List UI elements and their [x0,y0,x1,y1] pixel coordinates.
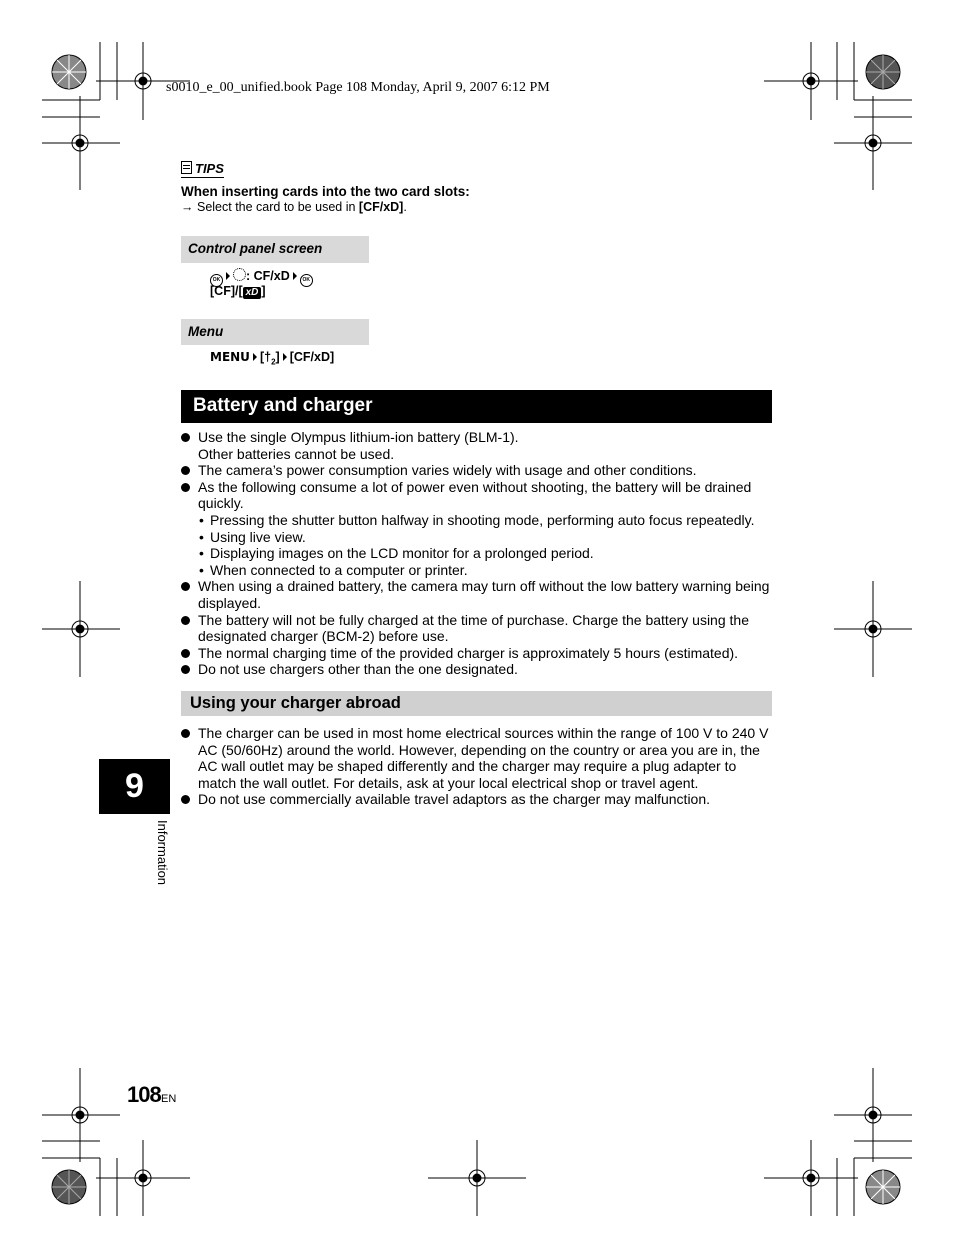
registration-mark-icon [42,1068,120,1162]
arrow-right-icon [226,272,230,280]
sub-list-item: • When connected to a computer or printer. [199,561,468,578]
registration-mark-icon [42,96,120,190]
battery-list [181,429,776,678]
bullet-icon [181,729,190,738]
control-panel-options: [CF]/[ xD ] [210,284,266,298]
bullet-icon [181,649,190,658]
menu-label: Menu [181,319,369,345]
menu-steps: MENU $[\dagger_2]$ [CF/xD] [210,350,335,367]
arrow-right-icon [293,272,297,280]
chapter-label: Information [155,820,170,886]
dial-icon [233,268,246,281]
bullet-icon [181,466,190,475]
ok-button-icon: OK [300,274,313,287]
bullet-icon [181,616,190,625]
control-panel-label: Control panel screen [181,236,369,263]
list-item: The charger can be used in most home electrical sources within the range of 100 V to 240 V AC (50/60Hz) around the world. However, depending on the country or area you are in, the AC wall outlet may be shaped differently and the charger may require a plug adapter to match the wall outlet. For details, ask at your local electrical shop or travel agent. [181,725,776,791]
arrow-right-icon [283,353,287,361]
arrow-icon: → [181,200,194,214]
note-icon [181,161,192,174]
abroad-list [181,725,776,808]
sub-list-item: • Displaying images on the LCD monitor for a prolonged period. [199,545,594,562]
bullet-icon [181,582,190,591]
tips-text: → Select the card to be used in [CF/xD]. [181,200,407,214]
registration-mark-icon [42,581,120,677]
list-item: Use the single Olympus lithium-ion battery (BLM-1). Other batteries cannot be used. [181,429,776,462]
control-panel-steps: OK : CF/xD OK [210,268,313,287]
bullet-icon [181,795,190,804]
page-number: 108 [127,1082,161,1107]
bullet-icon [181,483,190,492]
registration-mark-icon [96,1140,190,1216]
list-item: Do not use chargers other than the one designated. [181,661,776,678]
ok-button-icon: OK [210,274,223,287]
list-item: The camera’s power consumption varies widely with usage and other conditions. [181,462,776,479]
file-header: s0010_e_00_unified.book Page 108 Monday, April 9, 2007 6:12 PM [166,80,550,95]
language-code: EN [161,1093,177,1105]
list-item: Do not use commercially available travel adaptors as the charger may malfunction. [181,791,776,808]
sub-list-item: • Pressing the shutter button halfway in shooting mode, performing auto focus repeatedly. [199,511,755,528]
tips-heading: When inserting cards into the two card slots: [181,184,470,199]
color-target-icon [52,55,86,89]
list-item: As the following consume a lot of power even without shooting, the battery will be drained quickly. [181,479,776,512]
registration-mark-icon [834,96,912,190]
tips-title: TIPS [181,161,224,178]
bullet-icon [181,665,190,674]
color-target-icon [866,55,900,89]
list-item: When using a drained battery, the camera may turn off without the low battery warning being displayed. [181,578,776,611]
arrow-right-icon [253,353,257,361]
chapter-number: 9 [99,759,170,814]
sub-list-item: • Using live view. [199,528,306,545]
section-title: Battery and charger [181,390,772,423]
color-target-icon [52,1170,86,1204]
color-target-icon [866,1170,900,1204]
list-item: The battery will not be fully charged at the time of purchase. Charge the battery using the designated charger (BCM-2) before use. [181,612,776,645]
xd-card-icon: xD [243,287,262,299]
bullet-icon [181,433,190,442]
list-item: The normal charging time of the provided charger is approximately 5 hours (estimated). [181,645,776,662]
registration-mark-icon [834,581,912,677]
registration-mark-icon [834,1068,912,1162]
registration-mark-icon [764,42,858,120]
registration-mark-icon [764,1140,858,1216]
registration-mark-icon [428,1140,526,1216]
subsection-title: Using your charger abroad [181,691,772,716]
